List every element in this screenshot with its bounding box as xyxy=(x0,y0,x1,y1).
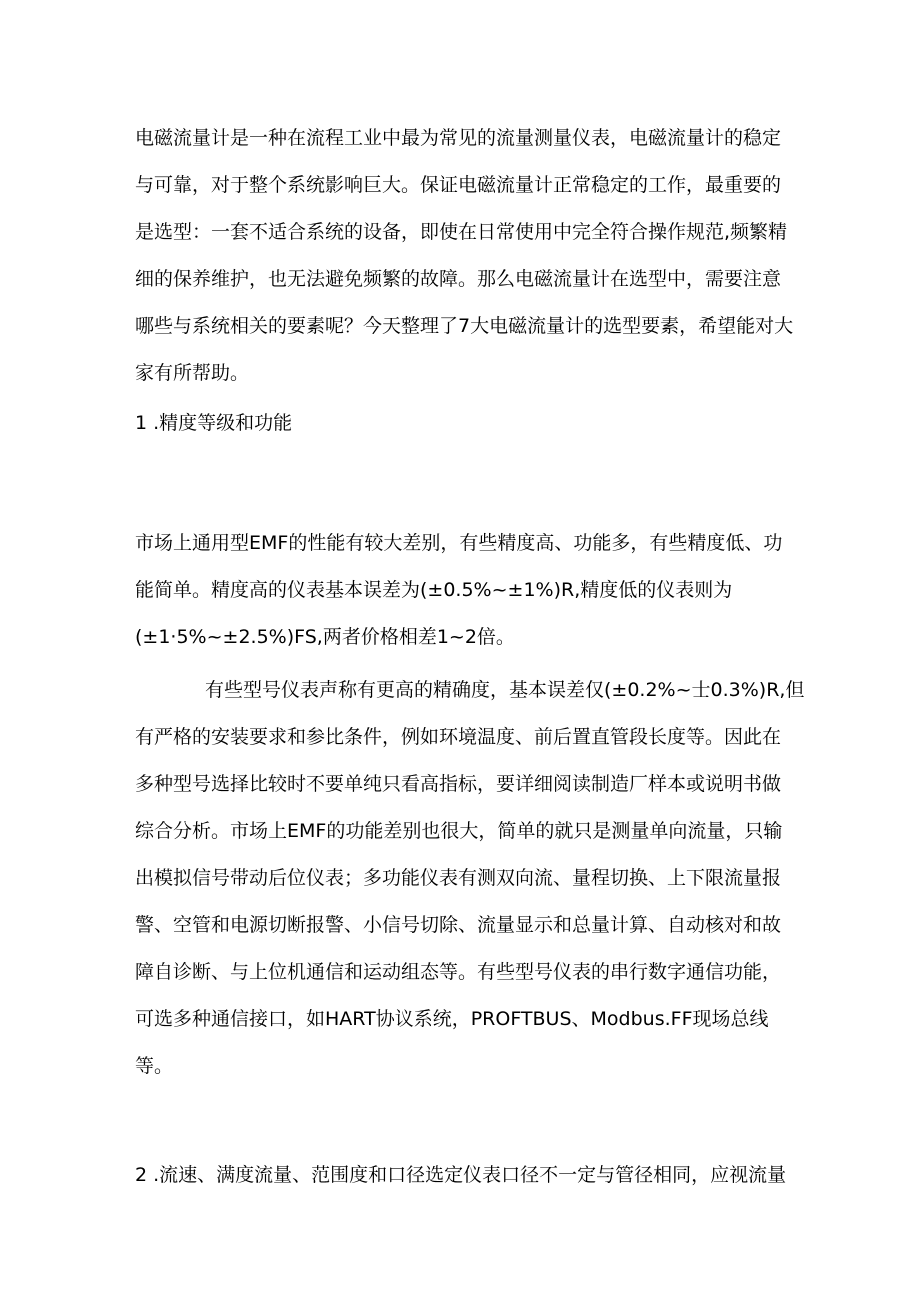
paragraph-1-line-6: 家有所帮助。 xyxy=(135,362,250,384)
paragraph-3-line-4: 综合分析。市场上EMF的功能差别也很大，简单的就只是测量单向流量，只输 xyxy=(135,820,783,842)
paragraph-1-line-4: 细的保养维护，也无法避免频繁的故障。那么电磁流量计在选型中，需要注意 xyxy=(135,268,782,290)
paragraph-3-line-5: 出模拟信号带动后位仪表；多功能仪表有测双向流、量程切换、上下限流量报 xyxy=(135,867,782,889)
paragraph-3-line-8: 可选多种通信接口，如HART协议系统，PROFTBUS、Modbus.FF现场总线 xyxy=(135,1008,769,1030)
paragraph-2-line-2: 能简单。精度高的仪表基本误差为(±0.5%~±1%)R,精度低的仪表则为 xyxy=(135,579,733,601)
paragraph-2-line-1: 市场上通用型EMF的性能有较大差别，有些精度高、功能多，有些精度低、功 xyxy=(135,532,783,554)
paragraph-3-line-3: 多种型号选择比较时不要单纯只看高指标，要详细阅读制造厂样本或说明书做 xyxy=(135,773,782,795)
paragraph-3-line-7: 障自诊断、与上位机通信和运动组态等。有些型号仪表的串行数字通信功能， xyxy=(135,961,782,983)
paragraph-1-line-2: 与可靠，对于整个系统影响巨大。保证电磁流量计正常稳定的工作，最重要的 xyxy=(135,174,782,196)
paragraph-3-line-2: 有严格的安装要求和参比条件，例如环境温度、前后置直管段长度等。因此在 xyxy=(135,726,782,748)
paragraph-2-line-3: (±1·5%~±2.5%)FS,两者价格相差1~2倍。 xyxy=(135,626,515,648)
paragraph-1-line-1: 电磁流量计是一种在流程工业中最为常见的流量测量仪表，电磁流量计的稳定 xyxy=(135,127,782,149)
section-heading-2: 2 .流速、满度流量、范围度和口径选定仪表口径不一定与管径相同，应视流量 xyxy=(135,1164,787,1186)
paragraph-3-line-1: 有些型号仪表声称有更高的精确度，基本误差仅(±0.2%~士0.3%)R,但 xyxy=(205,679,805,701)
paragraph-1-line-3: 是选型：一套不适合系统的设备，即使在日常使用中完全符合操作规范,频繁精 xyxy=(135,221,788,243)
paragraph-3-line-6: 警、空管和电源切断报警、小信号切除、流量显示和总量计算、自动核对和故 xyxy=(135,914,782,936)
paragraph-3-line-9: 等。 xyxy=(135,1055,174,1077)
paragraph-1-line-5: 哪些与系统相关的要素呢？今天整理了7大电磁流量计的选型要素，希望能对大 xyxy=(135,315,794,337)
section-heading-1: 1 .精度等级和功能 xyxy=(135,412,293,434)
